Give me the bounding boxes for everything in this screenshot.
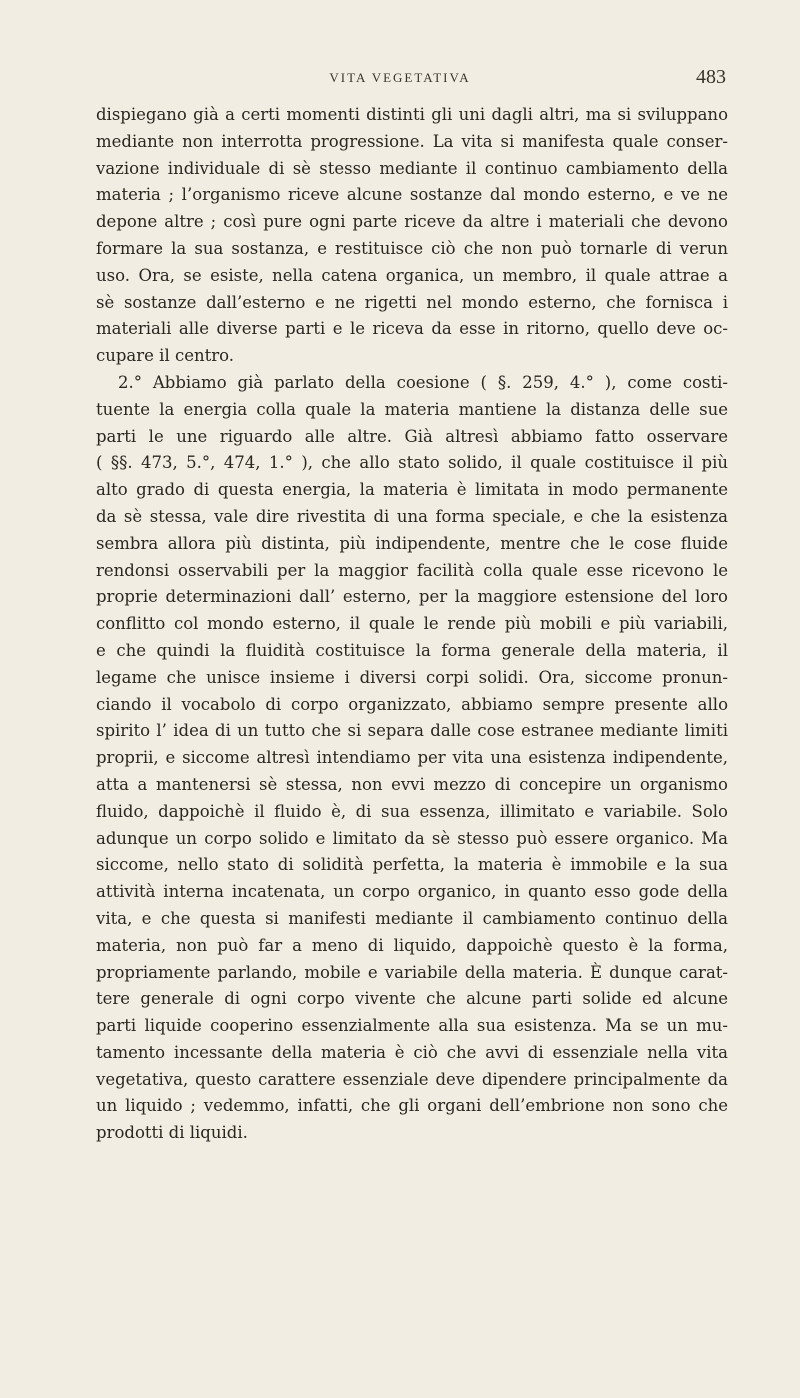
- text-line: parti le une riguardo alle altre. Già altresì abbiamo fatto osservare: [96, 426, 728, 446]
- text-line: dispiegano già a certi momenti distinti gli uni dagli altri, ma si sviluppano: [96, 105, 728, 124]
- text-line: atta a mantenersi sè stessa, non evvi mezzo di concepire un organismo: [96, 774, 728, 794]
- paragraph-end-line: cupare il centro.: [96, 346, 235, 366]
- text-line: conflitto col mondo esterno, il quale le rende più mobili e più variabili,: [96, 614, 728, 634]
- text-line: e che quindi la fluidità costituisce la forma generale della materia, il: [96, 640, 728, 660]
- text-line: depone altre ; così pure ogni parte riceve da altre i materiali che devono: [96, 212, 728, 232]
- text-line: tuente la energia colla quale la materia mantiene la distanza delle sue: [96, 399, 728, 419]
- text-line: sè sostanze dall’esterno e ne rigetti nel mondo esterno, che fornisca i: [96, 292, 728, 312]
- text-line: ( §§. 473, 5.°, 474, 1.° ), che allo stato solido, il quale costituisce il più: [96, 453, 728, 473]
- text-line: vegetativa, questo carattere essenziale deve dipendere principalmente da: [96, 1069, 728, 1089]
- text-line: sembra allora più distinta, più indipendente, mentre che le cose fluide: [96, 533, 728, 553]
- text-line: vazione individuale di sè stesso mediante il continuo cambiamento della: [96, 158, 728, 178]
- text-line: proprii, e siccome altresì intendiamo per vita una esistenza indipendente,: [96, 748, 728, 768]
- text-line: spirito l’ idea di un tutto che si separa dalle cose estranee mediante limiti: [96, 721, 728, 741]
- text-line: proprie determinazioni dall’ esterno, per la maggiore estensione del loro: [96, 587, 728, 607]
- text-line: materia, non può far a meno di liquido, dappoichè questo è la forma,: [96, 935, 728, 955]
- text-line: materiali alle diverse parti e le riceva da esse in ritorno, quello deve oc-: [96, 319, 728, 339]
- paragraph-end-line: prodotti di liquidi.: [96, 1123, 248, 1143]
- text-line: da sè stessa, vale dire rivestita di una forma speciale, e che la esistenza: [96, 506, 728, 526]
- text-line: materia ; l’organismo riceve alcune sostanze dal mondo esterno, e ve ne: [96, 185, 728, 205]
- text-line: tere generale di ogni corpo vivente che alcune parti solide ed alcune: [96, 989, 728, 1009]
- page-number: 483: [696, 66, 726, 88]
- text-line: uso. Ora, se esiste, nella catena organica, un membro, il quale attrae a: [96, 265, 728, 285]
- text-line: ciando il vocabolo di corpo organizzato, abbiamo sempre presente allo: [96, 694, 728, 714]
- paragraph-start-line: 2.° Abbiamo già parlato della coesione ( §. 259, 4.° ), come costi-: [118, 372, 728, 392]
- running-title: VITA VEGETATIVA: [329, 70, 471, 85]
- text-line: fluido, dappoichè il fluido è, di sua essenza, illimitato e variabile. Solo: [96, 801, 728, 821]
- text-line: siccome, nello stato di solidità perfetta, la materia è immobile e la sua: [96, 855, 728, 875]
- text-line: propriamente parlando, mobile e variabile della materia. È dunque carat-: [96, 962, 728, 982]
- text-line: adunque un corpo solido e limitato da sè stesso può essere organico. Ma: [96, 828, 728, 848]
- text-line: alto grado di questa energia, la materia è limitata in modo permanente: [96, 480, 728, 500]
- text-line: vita, e che questa si manifesti mediante il cambiamento continuo della: [96, 908, 728, 928]
- text-line: formare la sua sostanza, e restituisce ciò che non può tornarle di verun: [96, 238, 728, 258]
- text-line: un liquido ; vedemmo, infatti, che gli organi dell’embrione non sono che: [96, 1096, 728, 1116]
- text-line: attività interna incatenata, un corpo organico, in quanto esso gode della: [96, 882, 728, 902]
- body-text: [96, 102, 728, 1147]
- text-line: parti liquide cooperino essenzialmente alla sua esistenza. Ma se un mu-: [96, 1016, 728, 1036]
- running-head: [0, 66, 800, 90]
- text-line: rendonsi osservabili per la maggior facilità colla quale esse ricevono le: [96, 560, 728, 580]
- text-line: legame che unisce insieme i diversi corpi solidi. Ora, siccome pronun-: [96, 667, 728, 687]
- text-line: mediante non interrotta progressione. La vita si manifesta quale conser-: [96, 131, 728, 151]
- text-line: tamento incessante della materia è ciò che avvi di essenziale nella vita: [96, 1042, 728, 1062]
